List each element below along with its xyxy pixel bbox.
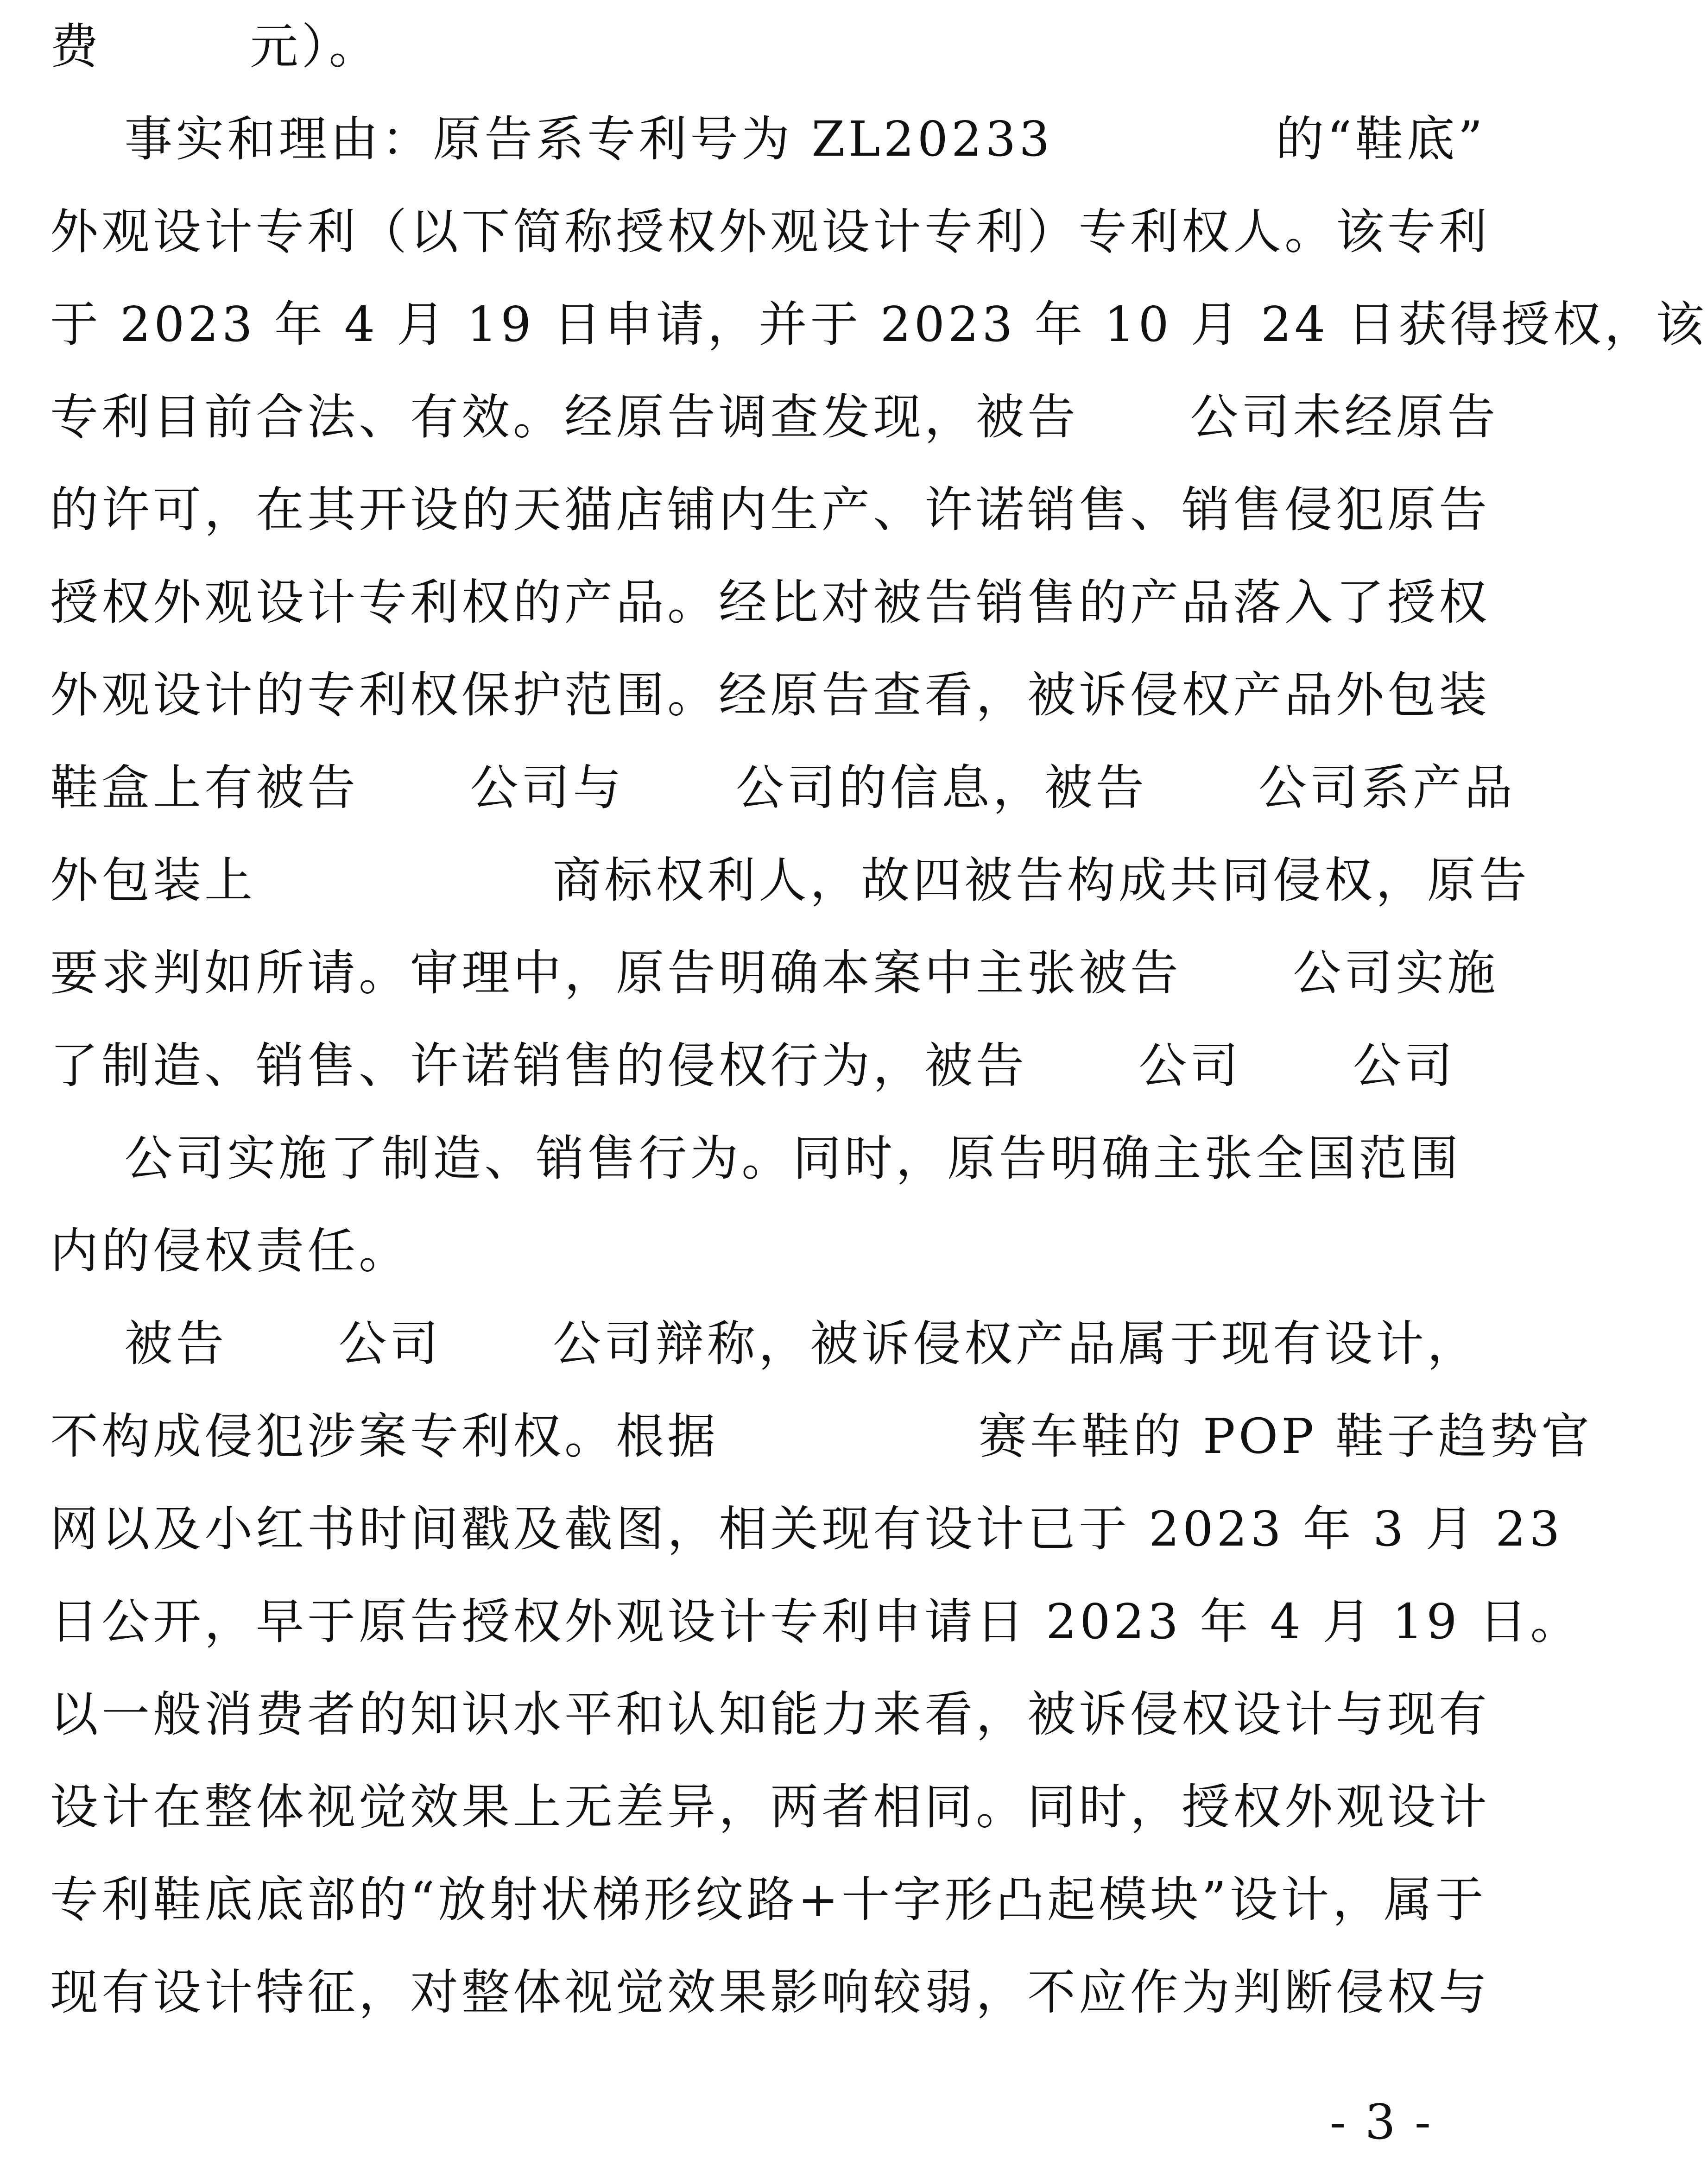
text-line-22 — [50, 1946, 1491, 2039]
text-line-13-content: 公司实施了制造、销售行为。同时，原告明确主张全国范围 — [50, 1130, 1462, 1187]
text-line-8 — [50, 649, 1491, 741]
text-line-7-content: 授权外观设计专利权的产品。经比对被告销售的产品落入了授权 — [50, 574, 1491, 631]
text-line-7 — [50, 556, 1491, 649]
text-line-6 — [50, 463, 1491, 556]
text-line-15-content: 被告 公司 公司辩称，被诉侵权产品属于现有设计， — [50, 1315, 1479, 1372]
text-line-8-content: 外观设计的专利权保护范围。经原告查看，被诉侵权产品外包装 — [50, 667, 1491, 723]
text-line-14 — [50, 1205, 1431, 1297]
text-line-13 — [50, 1112, 1462, 1205]
text-line-4-content: 于 2023 年 4 月 19 日申请，并于 2023 年 10 月 24 日获得授权，该 — [50, 296, 1707, 353]
text-line-18 — [50, 1575, 1582, 1668]
text-line-9 — [50, 741, 1516, 834]
text-line-12 — [50, 1019, 1456, 1112]
text-line-21 — [50, 1853, 1487, 1946]
text-line-22-content: 现有设计特征，对整体视觉效果影响较弱，不应作为判断侵权与 — [50, 1964, 1491, 2020]
text-line-16 — [50, 1390, 1593, 1483]
text-line-11 — [50, 927, 1499, 1019]
text-line-14-content: 内的侵权责任。 — [50, 1223, 411, 1279]
text-line-21-content: 专利鞋底底部的“放射状梯形纹路+十字形凸起模块”设计，属于 — [50, 1871, 1487, 1928]
page-number: - 3 - — [1329, 2094, 1433, 2150]
text-line-16-content: 不构成侵犯涉案专利权。根据 赛车鞋的 POP 鞋子趋势官 — [50, 1408, 1593, 1464]
text-line-18-content: 日公开，早于原告授权外观设计专利申请日 2023 年 4 月 19 日。 — [50, 1593, 1582, 1650]
text-line-1 — [50, 0, 1431, 93]
text-line-15 — [50, 1297, 1479, 1390]
text-line-9-content: 鞋盒上有被告 公司与 公司的信息，被告 公司系产品 — [50, 759, 1516, 816]
text-line-6-content: 的许可，在其开设的天猫店铺内生产、许诺销售、销售侵犯原告 — [50, 481, 1491, 538]
text-line-5-content: 专利目前合法、有效。经原告调查发现，被告 公司未经原告 — [50, 389, 1499, 445]
text-line-20 — [50, 1761, 1491, 1853]
text-line-10-content: 外包装上 商标权利人，故四被告构成共同侵权，原告 — [50, 852, 1530, 909]
text-line-19-content: 以一般消费者的知识水平和认知能力来看，被诉侵权设计与现有 — [50, 1686, 1491, 1742]
text-line-2-content: 事实和理由：原告系专利号为 ZL20233 的“鞋底” — [50, 111, 1486, 167]
text-line-17-content: 网以及小红书时间戳及截图，相关现有设计已于 2023 年 3 月 23 — [50, 1501, 1563, 1557]
text-line-19 — [50, 1668, 1491, 1761]
text-line-10 — [50, 834, 1530, 927]
text-line-3-content: 外观设计专利（以下简称授权外观设计专利）专利权人。该专利 — [50, 203, 1491, 260]
text-line-17 — [50, 1483, 1563, 1575]
text-line-2 — [50, 93, 1486, 185]
text-line-20-content: 设计在整体视觉效果上无差异，两者相同。同时，授权外观设计 — [50, 1779, 1491, 1835]
text-line-4 — [50, 278, 1707, 371]
text-line-1-content: 费 元）。 — [50, 18, 380, 75]
text-line-12-content: 了制造、销售、许诺销售的侵权行为，被告 公司 公司 — [50, 1037, 1456, 1094]
text-line-3 — [50, 185, 1491, 278]
text-line-5 — [50, 371, 1499, 463]
text-line-11-content: 要求判如所请。审理中，原告明确本案中主张被告 公司实施 — [50, 945, 1499, 1001]
